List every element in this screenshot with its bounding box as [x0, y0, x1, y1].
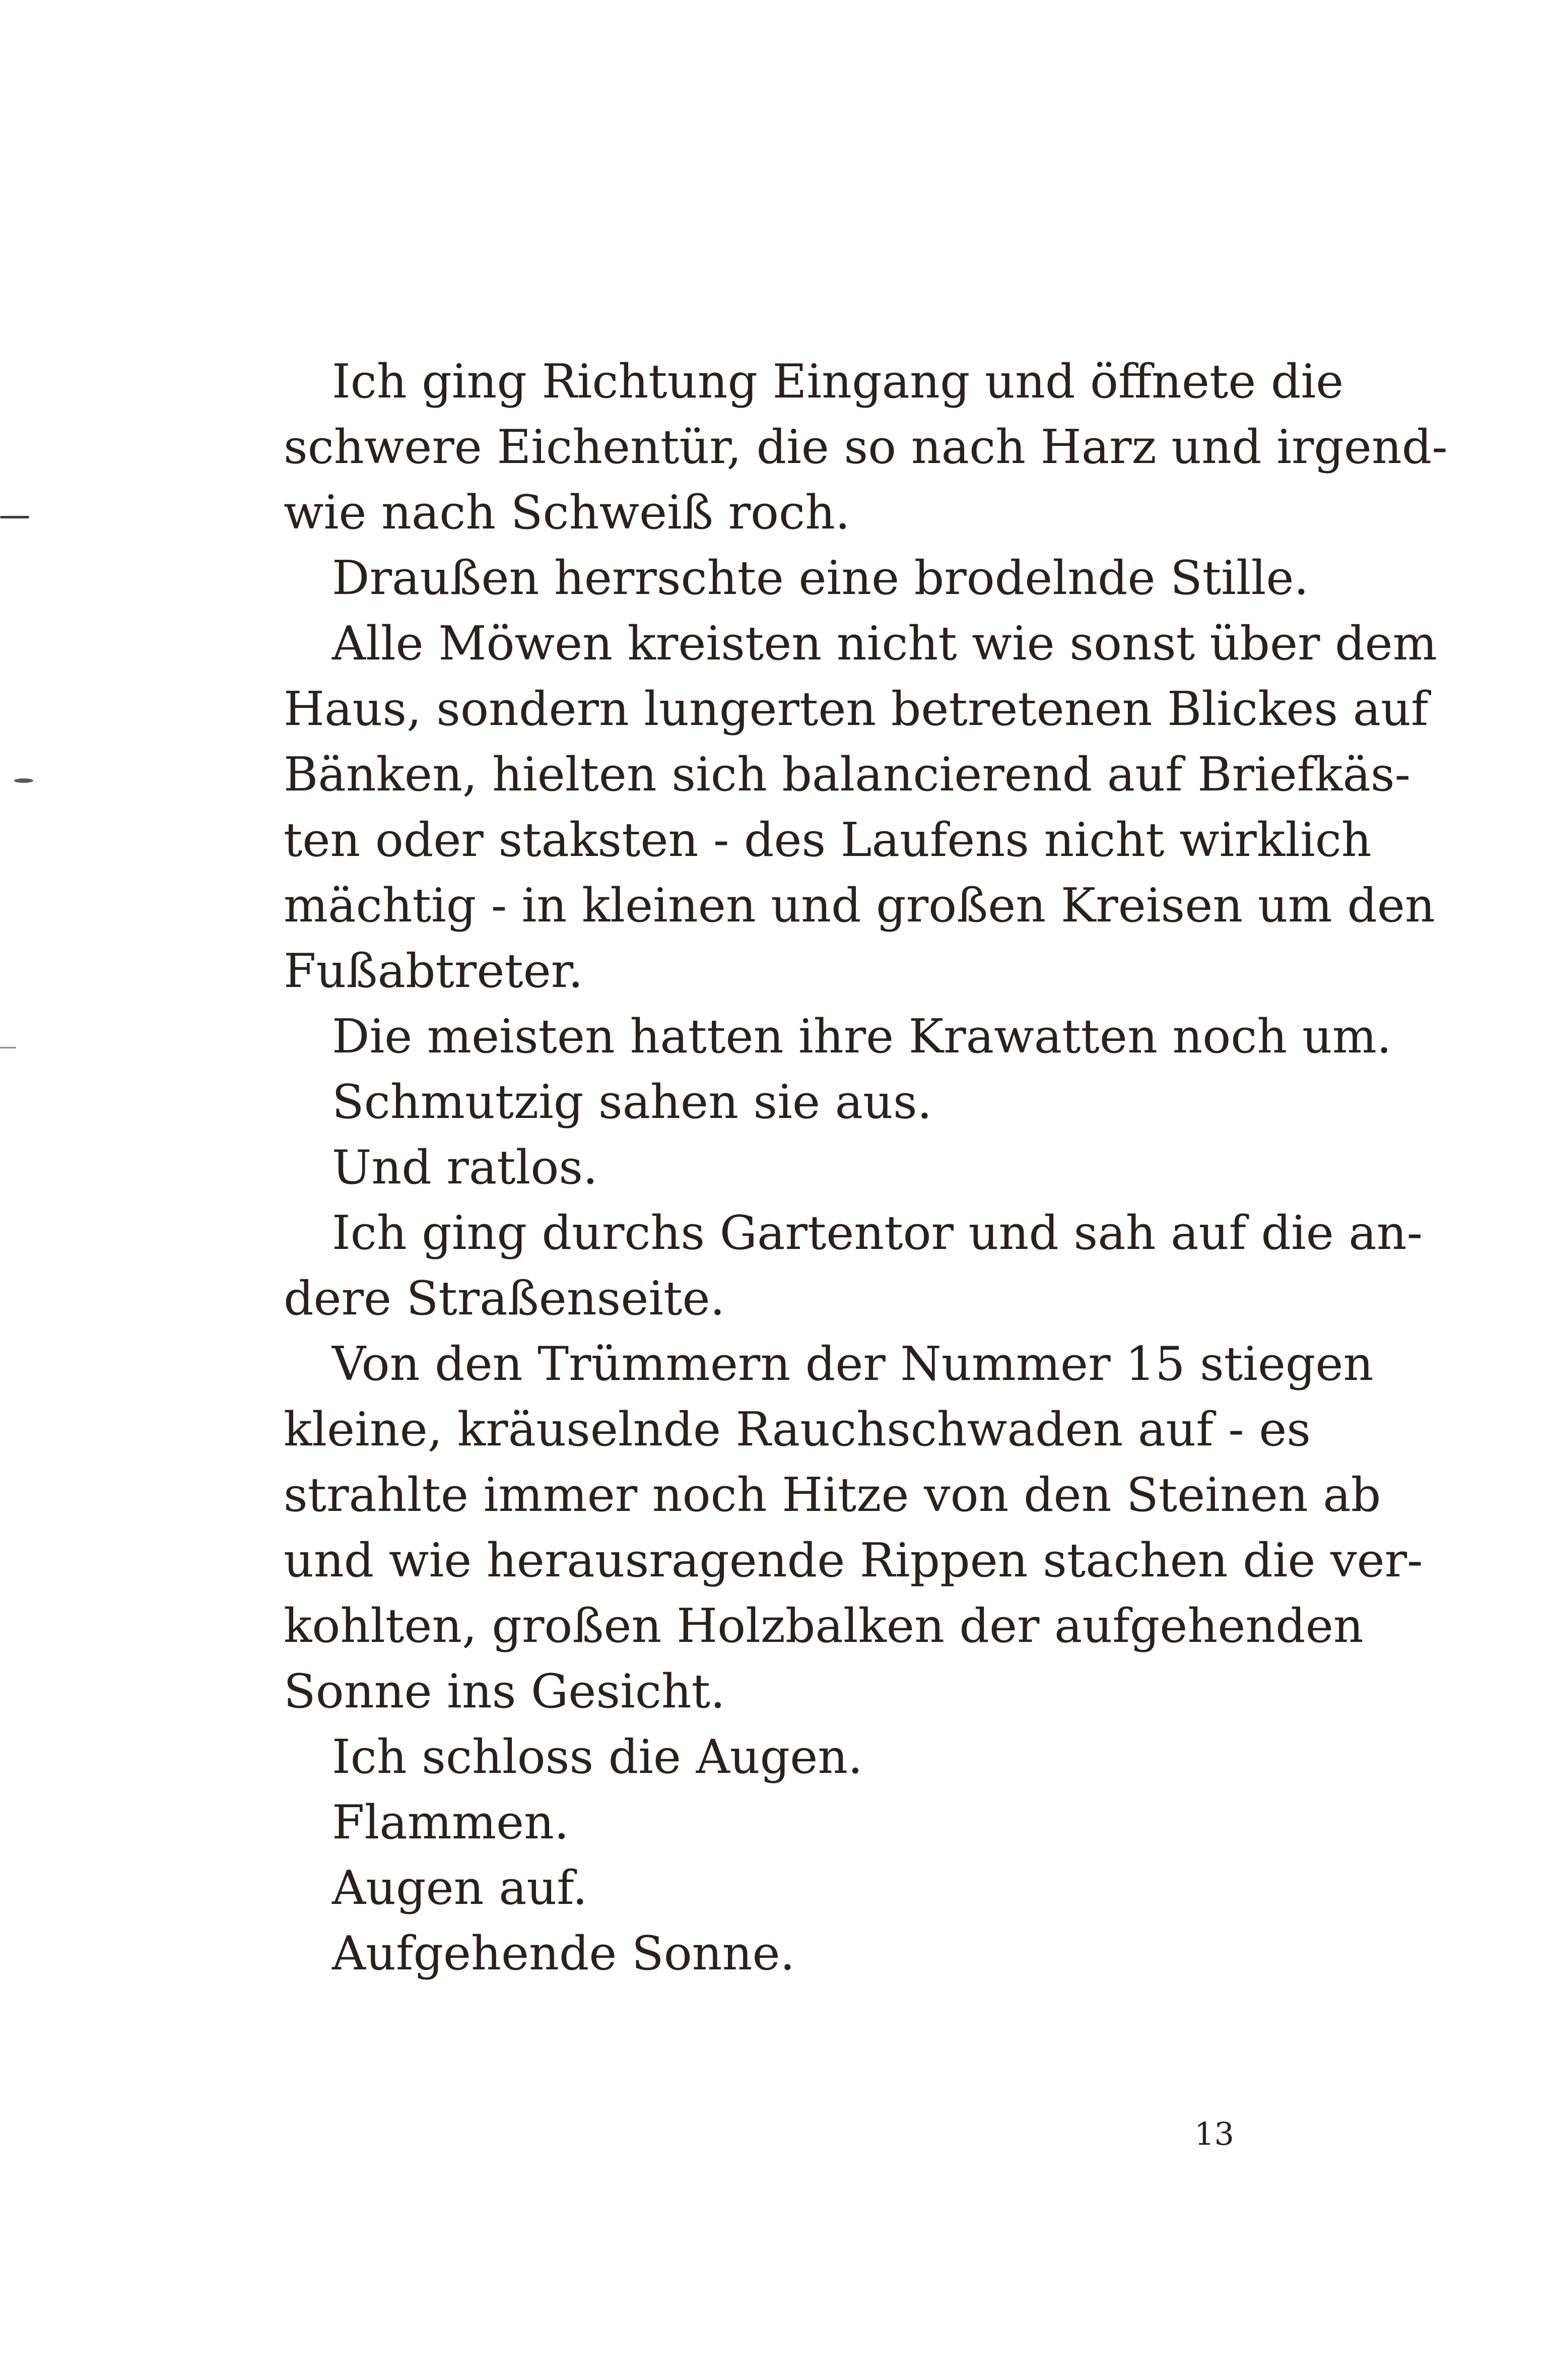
text-line: Von den Trümmern der Nummer 15 stiegen — [332, 1337, 1374, 1391]
text-line: Ich ging Richtung Eingang und öffnete die — [332, 354, 1344, 409]
text-line: Aufgehende Sonne. — [332, 1926, 795, 1980]
text-line: Haus, sondern lungerten betretenen Blickes auf — [284, 682, 1429, 736]
text-line: strahlte immer noch Hitze von den Steinen ab — [284, 1468, 1381, 1522]
margin-mark — [0, 516, 29, 518]
text-line: Augen auf. — [332, 1861, 588, 1915]
text-line: ten oder staksten - des Laufens nicht wirklich — [284, 813, 1372, 867]
text-line: Ich schloss die Augen. — [332, 1730, 863, 1784]
text-line: Alle Möwen kreisten nicht wie sonst über dem — [332, 616, 1437, 671]
text-line: Und ratlos. — [332, 1140, 598, 1195]
text-line: Schmutzig sahen sie aus. — [332, 1075, 932, 1129]
text-line: kohlten, großen Holzbalken der aufgehenden — [284, 1599, 1364, 1653]
page-number: 13 — [1194, 2115, 1234, 2152]
text-line: kleine, kräuselnde Rauchschwaden auf - es — [284, 1402, 1311, 1457]
text-line: Sonne ins Gesicht. — [284, 1664, 725, 1718]
text-line: dere Straßenseite. — [284, 1271, 725, 1326]
text-line: Ich ging durchs Gartentor und sah auf die an- — [332, 1206, 1423, 1260]
body-text — [284, 349, 1448, 1986]
text-line: wie nach Schweiß roch. — [284, 485, 850, 540]
text-line: mächtig - in kleinen und großen Kreisen um den — [284, 878, 1435, 933]
margin-mark — [14, 778, 33, 783]
text-line: Flammen. — [332, 1795, 569, 1849]
text-line: Draußen herrschte eine brodelnde Stille. — [332, 551, 1309, 605]
margin-mark — [0, 1047, 16, 1048]
text-line: Die meisten hatten ihre Krawatten noch um. — [332, 1009, 1392, 1064]
text-line: und wie herausragende Rippen stachen die ver- — [284, 1533, 1423, 1588]
text-line: schwere Eichentür, die so nach Harz und irgend- — [284, 420, 1448, 474]
text-line: Bänken, hielten sich balancierend auf Briefkäs- — [284, 747, 1411, 802]
text-line: Fußabtreter. — [284, 944, 583, 998]
